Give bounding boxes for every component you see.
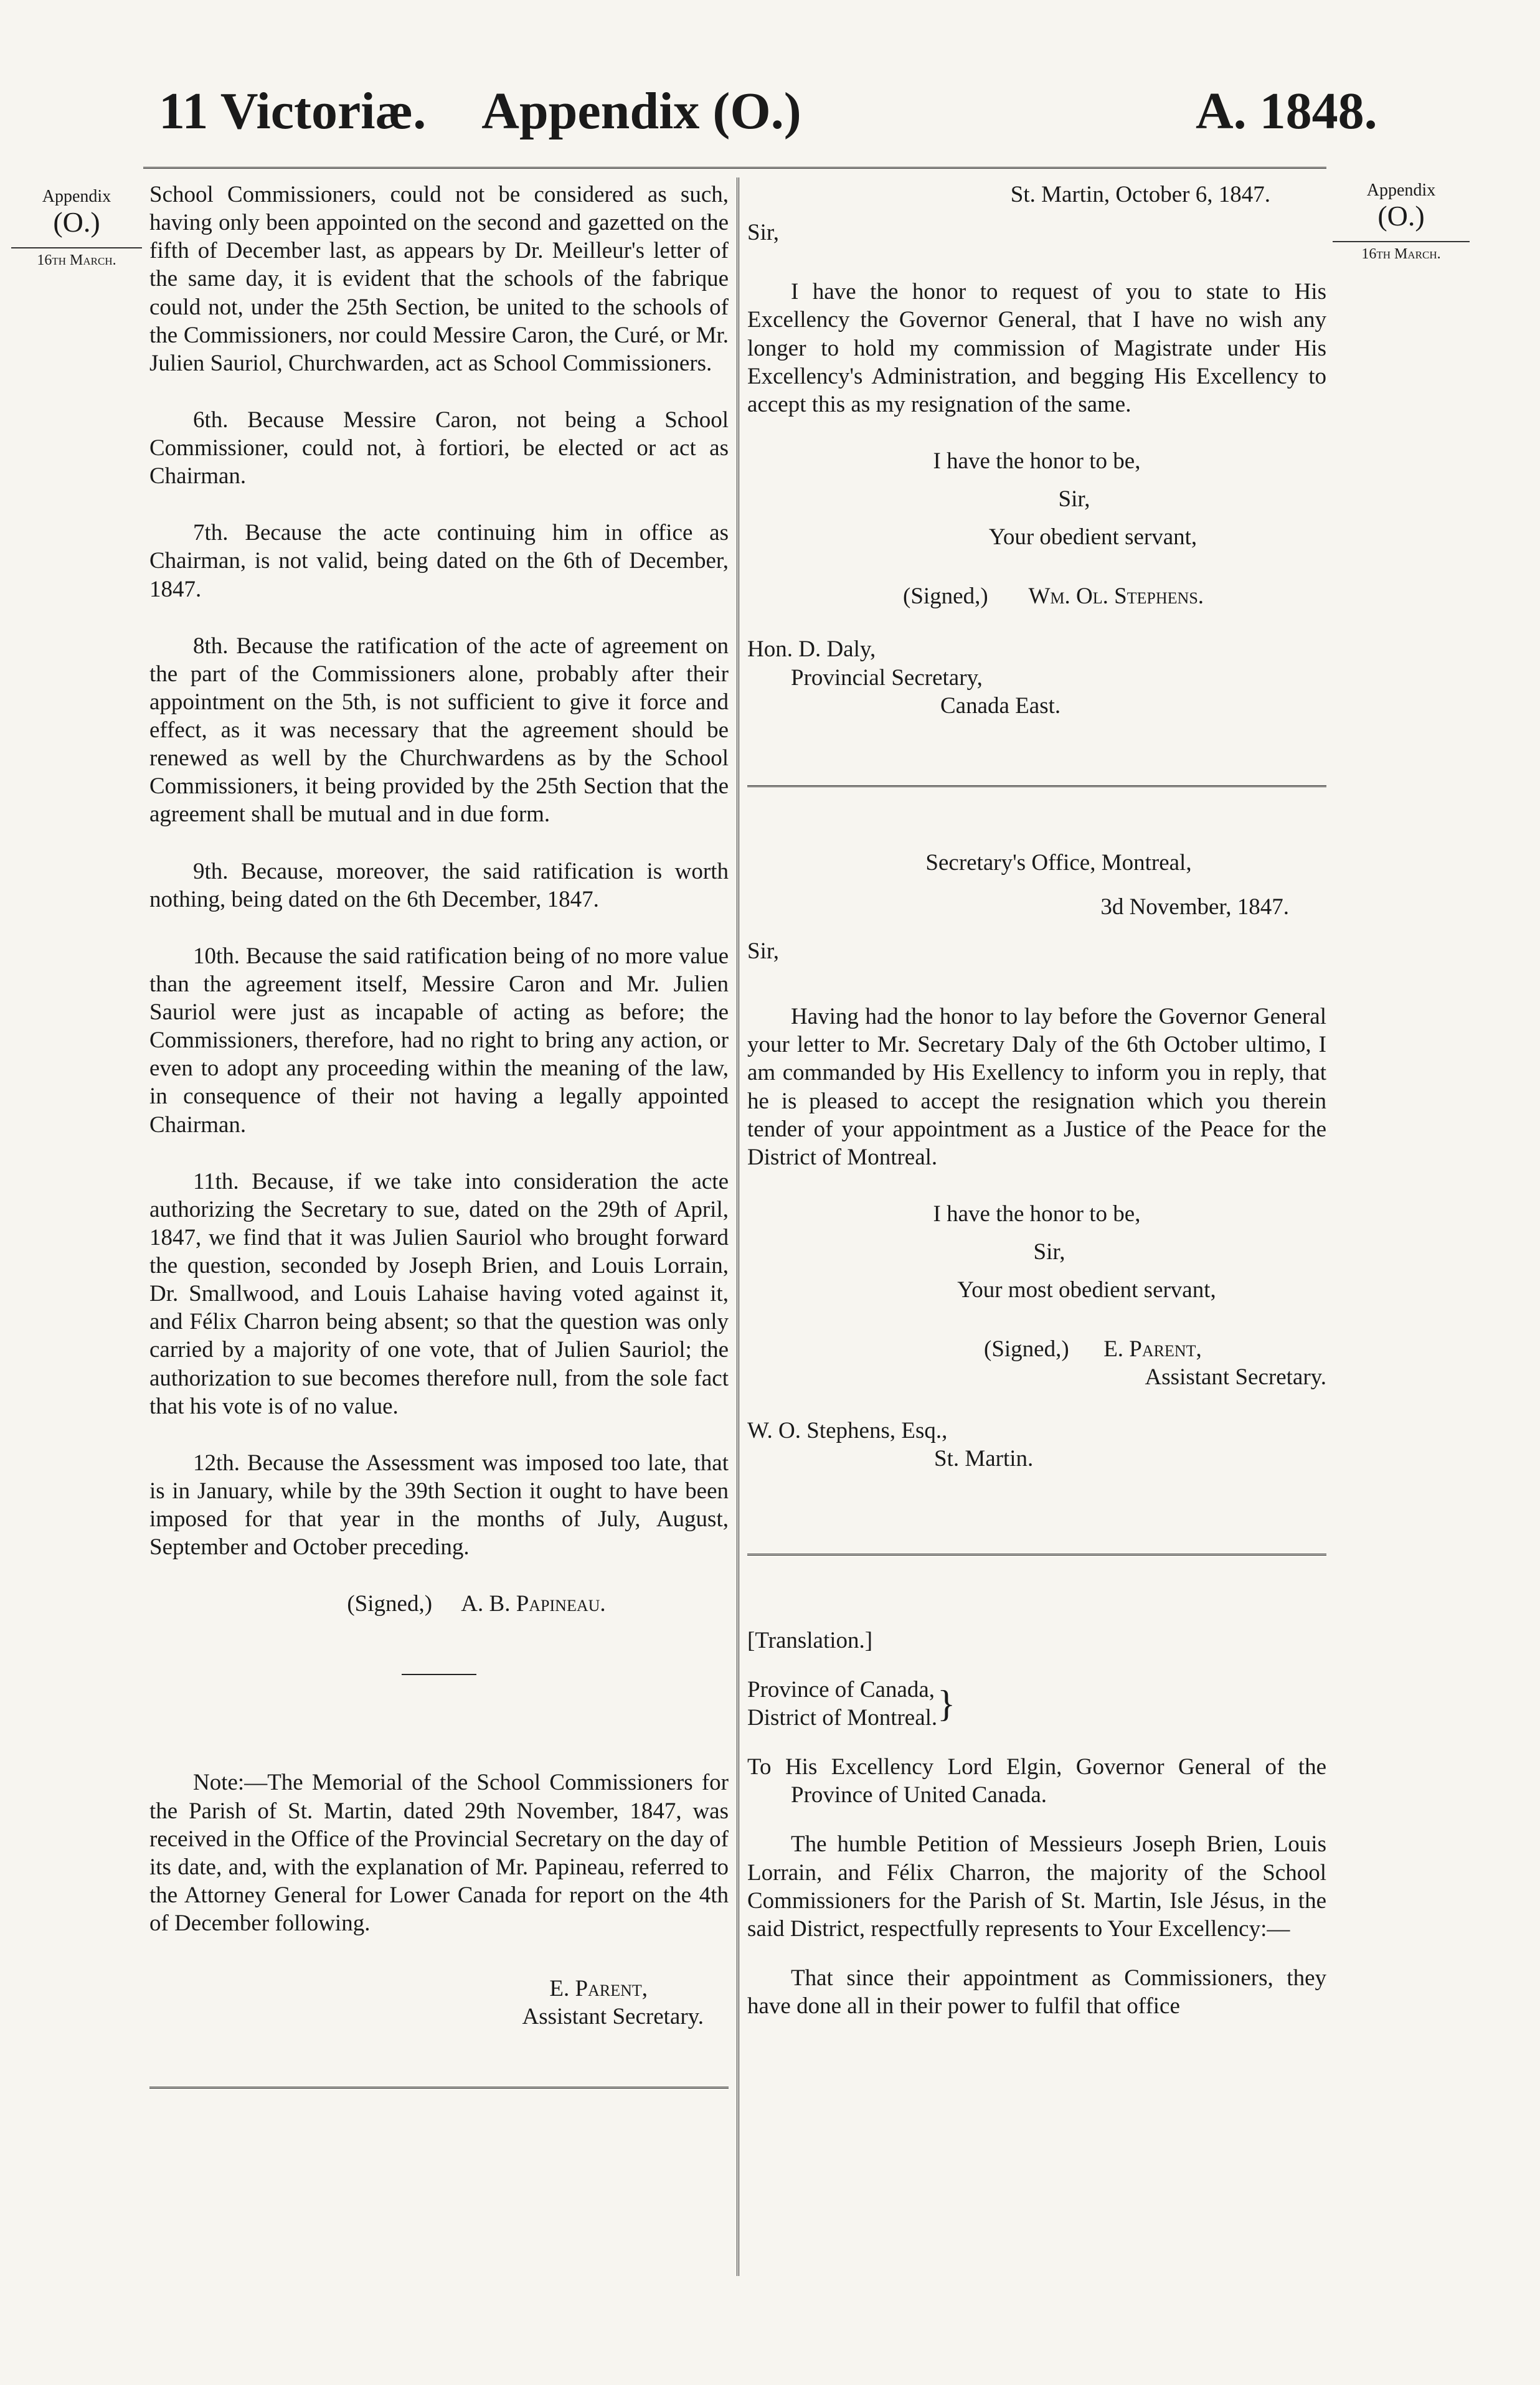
left-column bbox=[149, 181, 729, 2091]
province-block bbox=[747, 1676, 1326, 1732]
letter1-place-date: St. Martin, October 6, 1847. bbox=[1010, 182, 1270, 207]
section-separator bbox=[402, 1674, 476, 1675]
translation-label: [Translation.] bbox=[747, 1627, 873, 1653]
signed-label: (Signed,) bbox=[903, 583, 988, 610]
letter1-address1: Hon. D. Daly, bbox=[747, 636, 876, 663]
letter1-salutation: Sir, bbox=[747, 220, 779, 246]
right-column bbox=[747, 181, 1326, 2020]
bottom-rule bbox=[149, 2087, 729, 2091]
paragraph-continued: School Commissioners, could not be considered as such, having only been appointed on the second and gazetted on the fifth of December last, as appears by Dr. Meilleur's letter of the same day, it is evident that the schools of the fabrique could not, under the 25th Section, be united to the schools of the Commissioners, nor could Messire Caron, the Curé, or Mr. Julien Sauriol, Churchwarden, act as School Commissioners. bbox=[149, 182, 729, 376]
letter2-closing2: Sir, bbox=[1033, 1239, 1065, 1265]
right-margin-note bbox=[1333, 181, 1470, 263]
letter1-signature bbox=[747, 582, 1326, 610]
signer-name: A. B. Papineau. bbox=[461, 1591, 606, 1617]
letter-separator bbox=[747, 785, 1326, 790]
margin-date: 16th March. bbox=[1333, 241, 1470, 263]
note-signer: E. Parent, bbox=[549, 1976, 648, 2002]
page-header bbox=[0, 81, 1540, 149]
letter1-closing2: Sir, bbox=[1058, 486, 1090, 512]
margin-appendix-label: Appendix bbox=[1366, 181, 1436, 200]
translation-addressee: To His Excellency Lord Elgin, Governor General of the Province of United Canada. bbox=[747, 1754, 1326, 1808]
letter2-signature bbox=[747, 1335, 1326, 1363]
letter1-address2: Provincial Secretary, bbox=[791, 664, 983, 691]
signed-label: (Signed,) bbox=[347, 1591, 433, 1617]
letter1-closing3: Your obedient servant, bbox=[988, 524, 1198, 550]
note-signer-title: Assistant Secretary. bbox=[522, 2004, 704, 2030]
letter2-body: Having had the honor to lay before the Governor General your letter to Mr. Secretary Daly of the 6th October ultimo, I am commanded by His Exellency to inform you in reply, that he is pleased to accept the resignation which you therein tender of your appointment as a Justice of the Peace for the District of Montreal. bbox=[747, 1004, 1326, 1170]
header-regnal-year: 11 Victoriæ. bbox=[159, 82, 427, 140]
margin-date: 16th March. bbox=[11, 247, 142, 269]
paragraph-6th: 6th. Because Messire Caron, not being a School Commissioner, could not, à fortiori, be elected or act as Chairman. bbox=[149, 407, 729, 489]
curly-brace-icon: } bbox=[937, 1683, 955, 1724]
letter1-address3: Canada East. bbox=[940, 692, 1061, 719]
translation-body: That since their appointment as Commissioners, they have done all in their power to fulfil that office bbox=[747, 1965, 1326, 2019]
letter-separator bbox=[747, 1554, 1326, 1558]
paragraph-7th: 7th. Because the acte continuing him in office as Chairman, is not valid, being dated on the 6th of December, 1847. bbox=[149, 520, 729, 602]
header-rule bbox=[143, 167, 1326, 171]
letter2-date: 3d November, 1847. bbox=[1100, 894, 1289, 920]
letter2-signer-title: Assistant Secretary. bbox=[1145, 1364, 1326, 1391]
letter2-place: Secretary's Office, Montreal, bbox=[925, 849, 1192, 876]
margin-appendix-letter: (O.) bbox=[53, 206, 100, 238]
letter1-closing1: I have the honor to be, bbox=[933, 448, 1141, 474]
header-year: A. 1848. bbox=[1196, 82, 1377, 140]
translation-district: District of Montreal. bbox=[747, 1705, 938, 1731]
letter2-address2: St. Martin. bbox=[934, 1445, 1034, 1471]
signer-name: E. Parent, bbox=[1103, 1336, 1202, 1363]
header-appendix: Appendix (O.) bbox=[481, 82, 801, 140]
letter2-salutation: Sir, bbox=[747, 938, 779, 964]
margin-appendix-letter: (O.) bbox=[1377, 200, 1425, 232]
signed-label: (Signed,) bbox=[984, 1336, 1069, 1363]
letter2-closing3: Your most obedient servant, bbox=[957, 1277, 1216, 1303]
translation-petition: The humble Petition of Messieurs Joseph Brien, Louis Lorrain, and Félix Charron, the majority of the School Commissioners for the Parish of St. Martin, Isle Jésus, in the said District, respectfully represents to Your Excellency:— bbox=[747, 1831, 1326, 1942]
paragraph-10th: 10th. Because the said ratification being of no more value than the agreement itself, Messire Caron and Mr. Julien Sauriol were just as incapable of acting as before; the Commissioners, therefore, had no right to bring any action, or even to adopt any proceeding within the meaning of the law, in consequence of their not having a legally appointed Chairman. bbox=[149, 943, 729, 1138]
letter1-body: I have the honor to request of you to state to His Excellency the Governor General, that I have no wish any longer to hold my commission of Magistrate under His Excellency's Administration, and begging His Excellency to accept this as my resignation of the same. bbox=[747, 279, 1326, 417]
paragraph-12th: 12th. Because the Assessment was imposed too late, that is in January, while by the 39th Section it ought to have been imposed for that year in the months of July, August, September and October preceding. bbox=[149, 1450, 729, 1561]
letter2-closing1: I have the honor to be, bbox=[933, 1201, 1141, 1227]
signer-name: Wm. Ol. Stephens. bbox=[1028, 583, 1204, 610]
paragraph-11th: 11th. Because, if we take into consideration the acte authorizing the Secretary to sue, dated on the 29th of April, 1847, we find that it was Julien Sauriol who brought forward the question, seconded by Joseph Brien, and Louis Lorrain, Dr. Smallwood, and Louis Lahaise having voted against it, and Félix Charron being absent; so that the question was only carried by a majority of one vote, that of Julien Sauriol; the authorization to sue becomes therefore null, from the sole fact that his vote is of no value. bbox=[149, 1168, 729, 1419]
translation-province: Province of Canada, bbox=[747, 1676, 935, 1703]
note-paragraph: Note:—The Memorial of the School Commissioners for the Parish of St. Martin, dated 29th November, 1847, was received in the Office of the Provincial Secretary on the day of its date, and, with the explanation of Mr. Papineau, referred to the Attorney General for Lower Canada for report on the 4th of December following. bbox=[149, 1770, 729, 1936]
letter2-address1: W. O. Stephens, Esq., bbox=[747, 1417, 948, 1443]
left-margin-note bbox=[11, 187, 142, 269]
margin-appendix-label: Appendix bbox=[42, 187, 111, 206]
paragraph-8th: 8th. Because the ratification of the acte of agreement on the part of the Commissioners alone, probably after their appointment on the 5th, is not sufficient to give it force and effect, as it was necessary that the agreement should be renewed as well by the Churchwardens as by the School Commissioners, it being provided by the 25th Section that the agreement shall be mutual and in due form. bbox=[149, 633, 729, 828]
signature-line bbox=[149, 1590, 729, 1618]
column-divider bbox=[737, 177, 739, 2276]
paragraph-9th: 9th. Because, moreover, the said ratification is worth nothing, being dated on the 6th December, 1847. bbox=[149, 858, 729, 912]
